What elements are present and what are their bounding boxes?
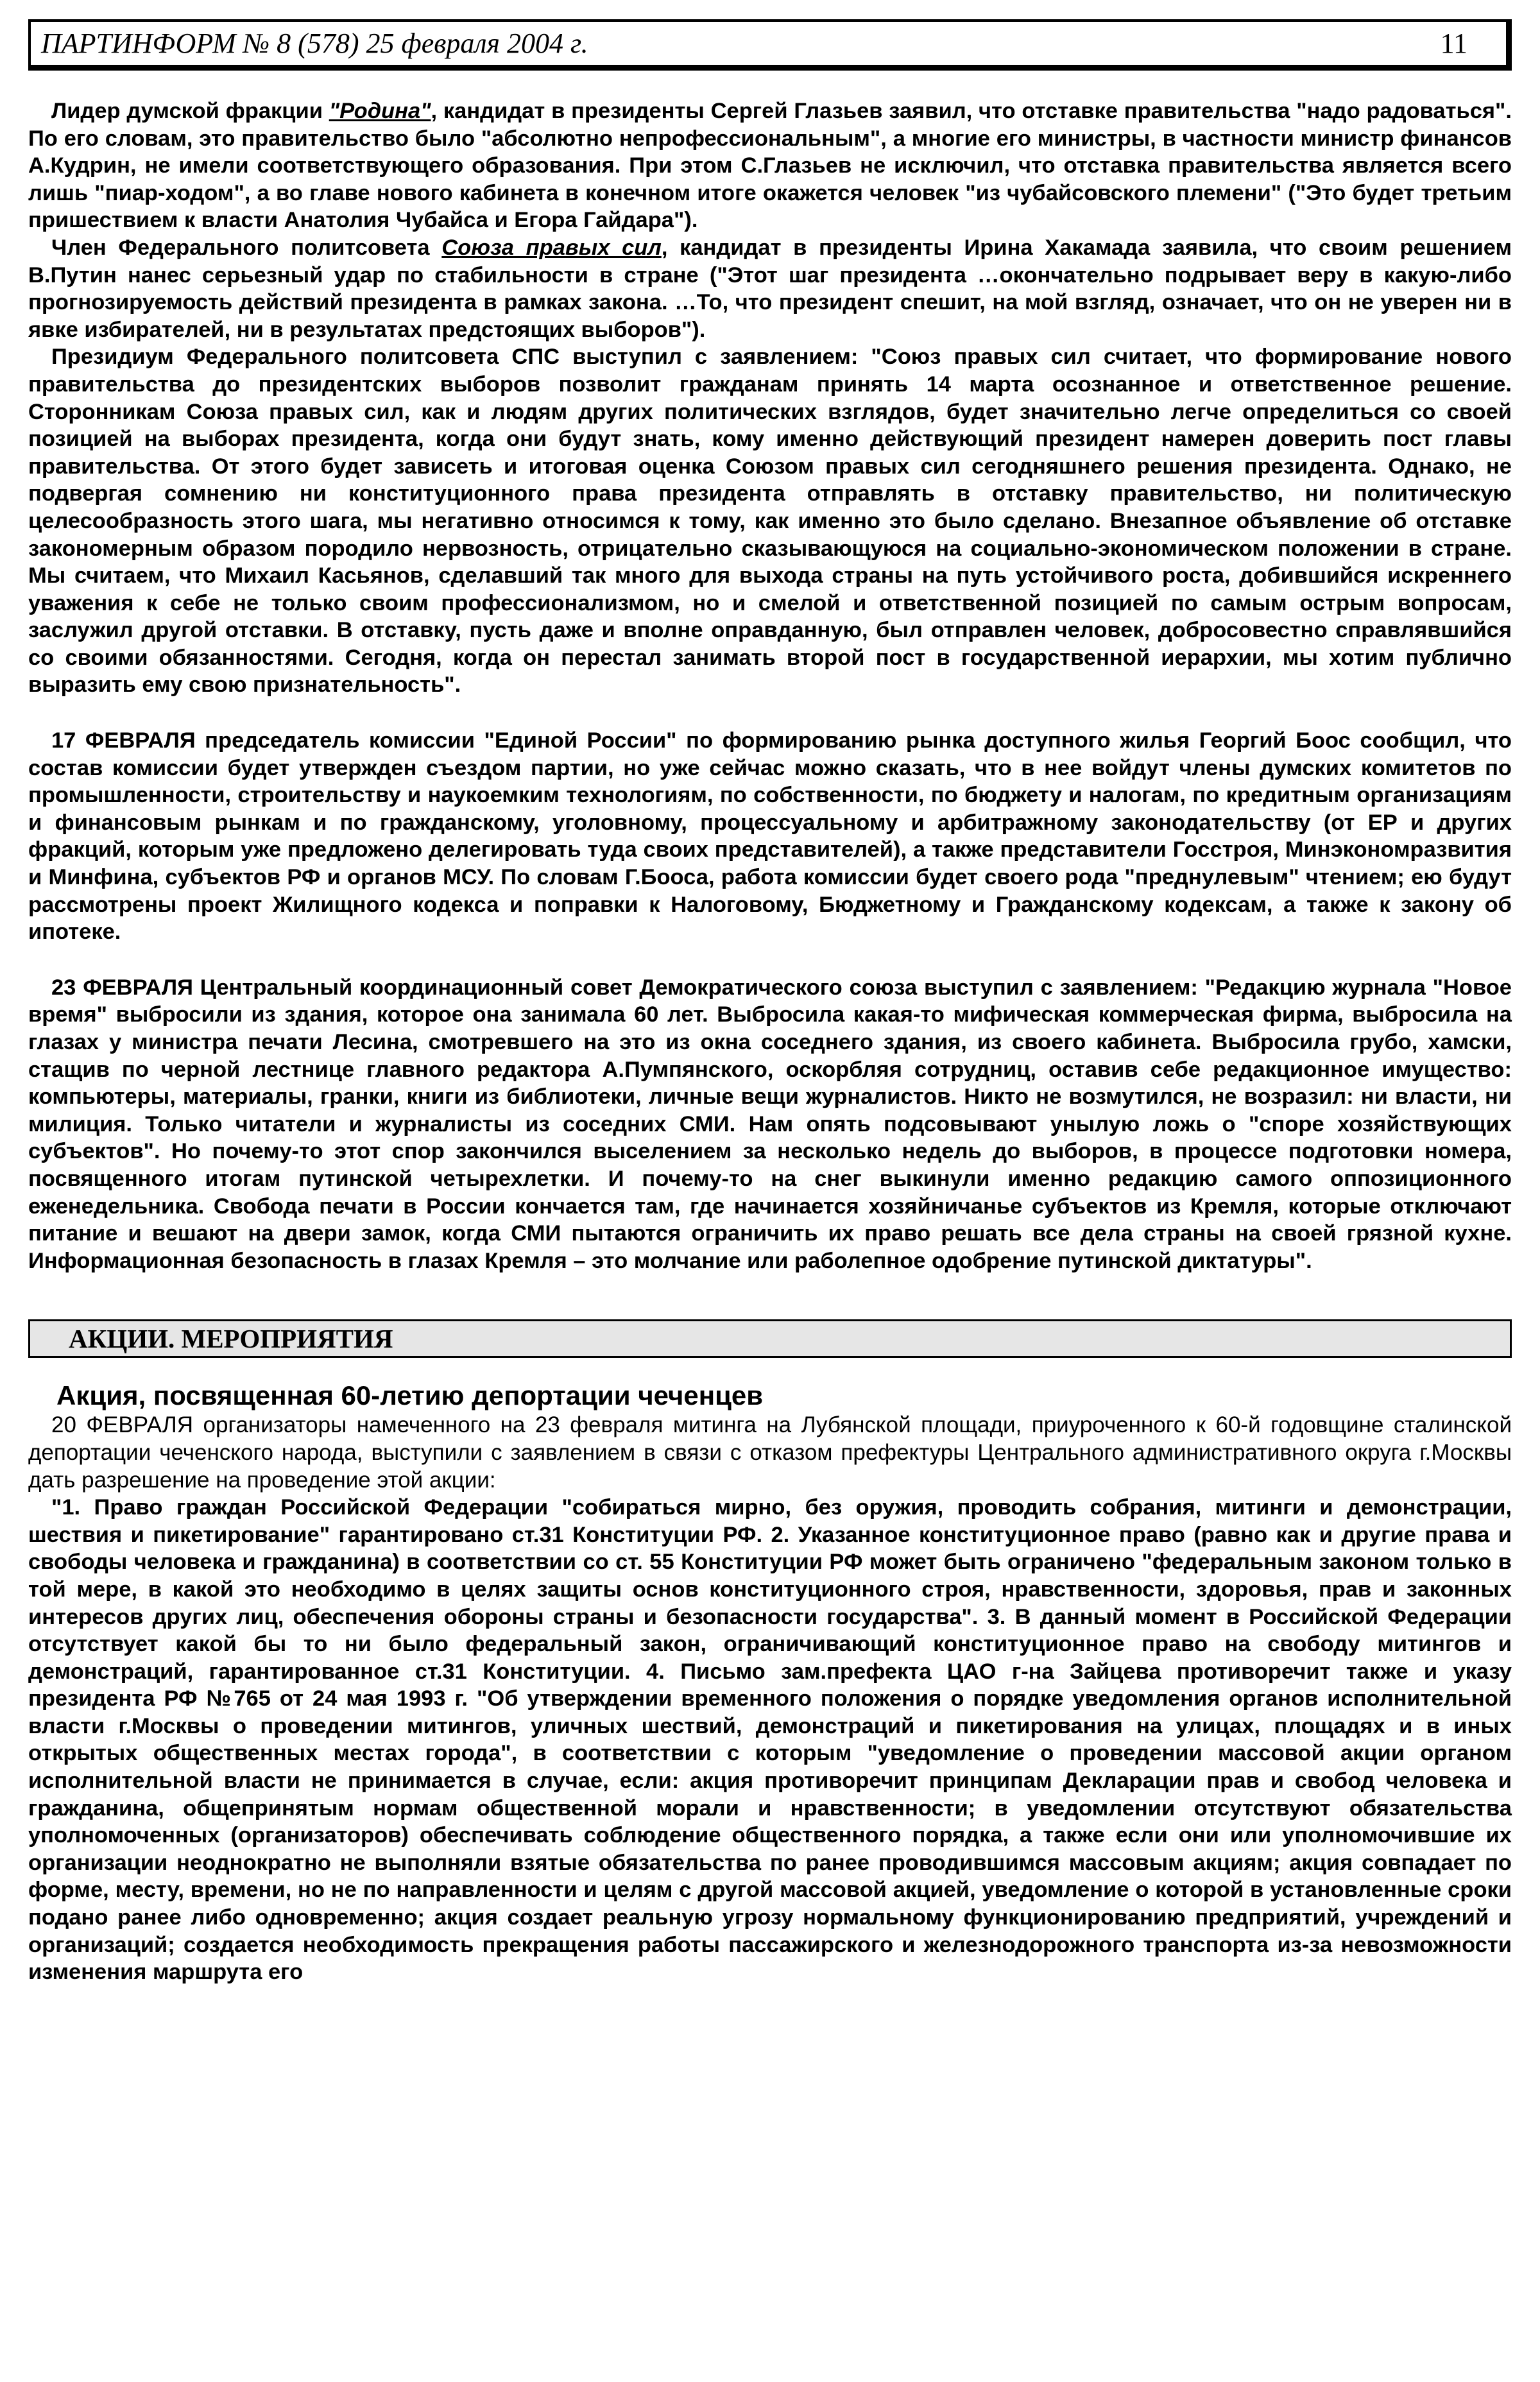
page-header bbox=[28, 19, 1512, 71]
paragraph-sps-khakamada: Член Федерального политсовета Союза правых сил, кандидат в президенты Ирина Хакамада заявила, что своим решением В.Путин нанес серьезный удар по стабильности в стране ("Этот шаг президента …окончательно подрывает веру в какую-либо прогнозируемость действий президента в рамках закона. …То, что президент спешит, на мой взгляд, означает, что он не уверен ни в явке избирателей, ни в результатах предстоящих выборов"). bbox=[28, 235, 1512, 342]
section-header: АКЦИИ. МЕРОПРИЯТИЯ bbox=[28, 1319, 1512, 1358]
article-reactions bbox=[28, 98, 1512, 699]
article-headline: Акция, посвященная 60-летию депортации чеченцев bbox=[56, 1380, 764, 1411]
article-novoe-vremya bbox=[28, 974, 1512, 1275]
party-link-sps: Союза правых сил bbox=[441, 235, 662, 260]
article-united-russia bbox=[28, 727, 1512, 946]
paragraph-legal-statement: "1. Право граждан Российской Федерации "собираться мирно, без оружия, проводить собрания, митинги и демонстрации, шествия и пикетирование" гарантировано ст.31 Конституции РФ. 2. Указанное конституционное право (равно как и другие права и свободы человека и гражданина) в соответствии со ст. 55 Конституции РФ может быть ограничено "федеральным законом только в той мере, в какой это необходимо в целях защиты основ конституционного строя, нравственности, здоровья, прав и законных интересов других лиц, обеспечения обороны страны и безопасности государства". 3. В данный момент в Российской Федерации отсутствует какой бы то ни было федеральный закон, ограничивающий конституционное право на свободу митингов и демонстраций, гарантированное ст.31 Конституции. 4. Письмо зам.префекта ЦАО г-на Зайцева противоречит также и указу президента РФ №765 от 24 мая 1993 г. "Об утверждении временного положения о порядке уведомления органов исполнительной власти г.Москвы о проведении митингов, уличных шествий, демонстраций и пикетирования на улицах, площадях и в иных открытых общественных местах города", в соответствии с которым "уведомление о проведении массовой акции органом исполнительной власти не принимается в случае, если: акция противоречит принципам Декларации прав и свобод человека и гражданина, общепринятым нормам общественной морали и нравственности; в уведомлении отсутствуют обязательства уполномоченных (организаторов) обеспечивать соблюдение общественного порядка, а также если они или уполномочившие их организации неоднократно не выполняли взятые обязательства по ранее проводившимся массовым акциям; акция совпадает по форме, месту, времени, но не по направленности и целям с другой массовой акцией, уведомление о которой в установленные сроки подано ранее либо одновременно; акция создает реальную угрозу нормальному функционированию предприятий, учреждений и организаций; создается необходимость прекращения работы пассажирского и железнодорожного транспорта из-за невозможности изменения маршрута его bbox=[28, 1495, 1512, 1985]
article-deportation-body bbox=[28, 1494, 1512, 1986]
party-link-rodina: "Родина" bbox=[329, 99, 431, 123]
article-lead: 20 ФЕВРАЛЯ организаторы намеченного на 23 февраля митинга на Лубянской площади, приуроченного к 60-й годовщине сталинской депортации чеченского народа, выступили с заявлением в связи с отказом префектуры Центрального административного округа г.Москвы дать разрешение на проведение этой акции: bbox=[28, 1412, 1512, 1493]
paragraph-dem-union: 23 ФЕВРАЛЯ Центральный координационный совет Демократического союза выступил с заявлением: "Редакцию журнала "Новое время" выбросили из здания, которое она занимала 60 лет. Выбросила какая-то мифическая коммерческая фирма, выбросила на глазах у министра печати Лесина, смотревшего на это из окна соседнего здания, из своего кабинета. Выбросила грубо, хамски, стащив по черной лестнице главного редактора А.Пумпянского, оскорбляя сотрудниц, оставив себе редакционное имущество: компьютеры, материалы, гранки, книги из библиотеки, личные вещи журналистов. Никто не возмутился, не возразил: ни власти, ни милиция. Только читатели и журналисты из соседних СМИ. Нам опять подсовывают унылую ложь о "споре хозяйствующих субъектов". Но почему-то этот спор закончился выселением за несколько недель до выборов, в процессе подготовки номера, посвященного итогам путинской четырехлетки. И почему-то на снег выкинули именно редакцию самого оппозиционного еженедельника. Свобода печати в России кончается там, где начинается хозяйничанье субъектов из Кремля, которые отключают питание и вешают на двери замок, когда СМИ пытаются ограничить их право решать все дела страны на своей грязной кухне. Информационная безопасность в глазах Кремля – это молчание или раболепное одобрение путинской диктатуры". bbox=[28, 975, 1512, 1273]
paragraph-boos: 17 ФЕВРАЛЯ председатель комиссии "Единой России" по формированию рынка доступного жилья Георгий Боос сообщил, что состав комиссии будет утвержден съездом партии, но уже сейчас можно сказать, что в нее войдут члены думских комитетов по промышленности, строительству и наукоемким технологиям, по собственности, по бюджету и налогам, по кредитным организациям и финансовым рынкам и по гражданскому, уголовному, процессуальному и арбитражному законодательству (от ЕР и других фракций, которым уже предложено делегировать туда своих представителей), а также представители Госстроя, Минэкономразвития и Минфина, субъектов РФ и органов МСУ. По словам Г.Бооса, работа комиссии будет своего рода "преднулевым" чтением; ею будут рассмотрены проект Жилищного кодекса и поправки к Налоговому, Бюджетному и Гражданскому кодексам, а также к закону об ипотеке. bbox=[28, 728, 1512, 945]
newspaper-page bbox=[28, 19, 1512, 1986]
paragraph-sps-statement: Президиум Федерального политсовета СПС выступил с заявлением: "Союз правых сил считает, что формирование нового правительства до президентских выборов позволит гражданам принять 14 марта осознанное и ответственное решение. Сторонникам Союза правых сил, как и людям других политических взглядов, будет значительно легче определиться со своей позицией на выборах президента, когда они будут знать, кому именно действующий президент намерен доверить пост главы правительства. От этого будет зависеть и итоговая оценка Союзом правых сил сегодняшнего решения президента. Однако, не подвергая сомнению ни конституционного права президента отправлять в отставку правительство, ни политическую целесообразность этого шага, мы негативно относимся к тому, как именно это было сделано. Внезапное объявление об отставке закономерным образом породило нервозность, отрицательно сказывающуюся на социально-экономическом положении в стране. Мы считаем, что Михаил Касьянов, сделавший так много для выхода страны на путь устойчивого роста, добившийся искреннего уважения к себе не только своим профессионализмом, но и смелой и ответственной позицией по самым острым вопросам, заслужил другой отставки. В отставку, пусть даже и вполне оправданную, был отправлен человек, добросовестно справлявшийся со своими обязанностями. Сегодня, когда он перестал занимать второй пост в государственной иерархии, мы хотим публично выразить ему свою признательность". bbox=[28, 345, 1512, 698]
paragraph-rodina: Лидер думской фракции "Родина", кандидат в президенты Сергей Глазьев заявил, что отставке правительства "надо радоваться". По его словам, это правительство было "абсолютно непрофессиональным", а многие его министры, в частности министр финансов А.Кудрин, не имели соответствующего образования. При этом С.Глазьев не исключил, что отставка правительства является всего лишь "пиар-ходом", а во главе нового кабинета в конечном итоге окажется человек "из чубайсовского племени" ("Это будет третьим пришествием к власти Анатолия Чубайса и Егора Гайдара"). bbox=[28, 99, 1512, 233]
page-number: 11 bbox=[1440, 28, 1467, 59]
publication-title: ПАРТИНФОРМ № 8 (578) 25 февраля 2004 г. bbox=[41, 28, 588, 59]
